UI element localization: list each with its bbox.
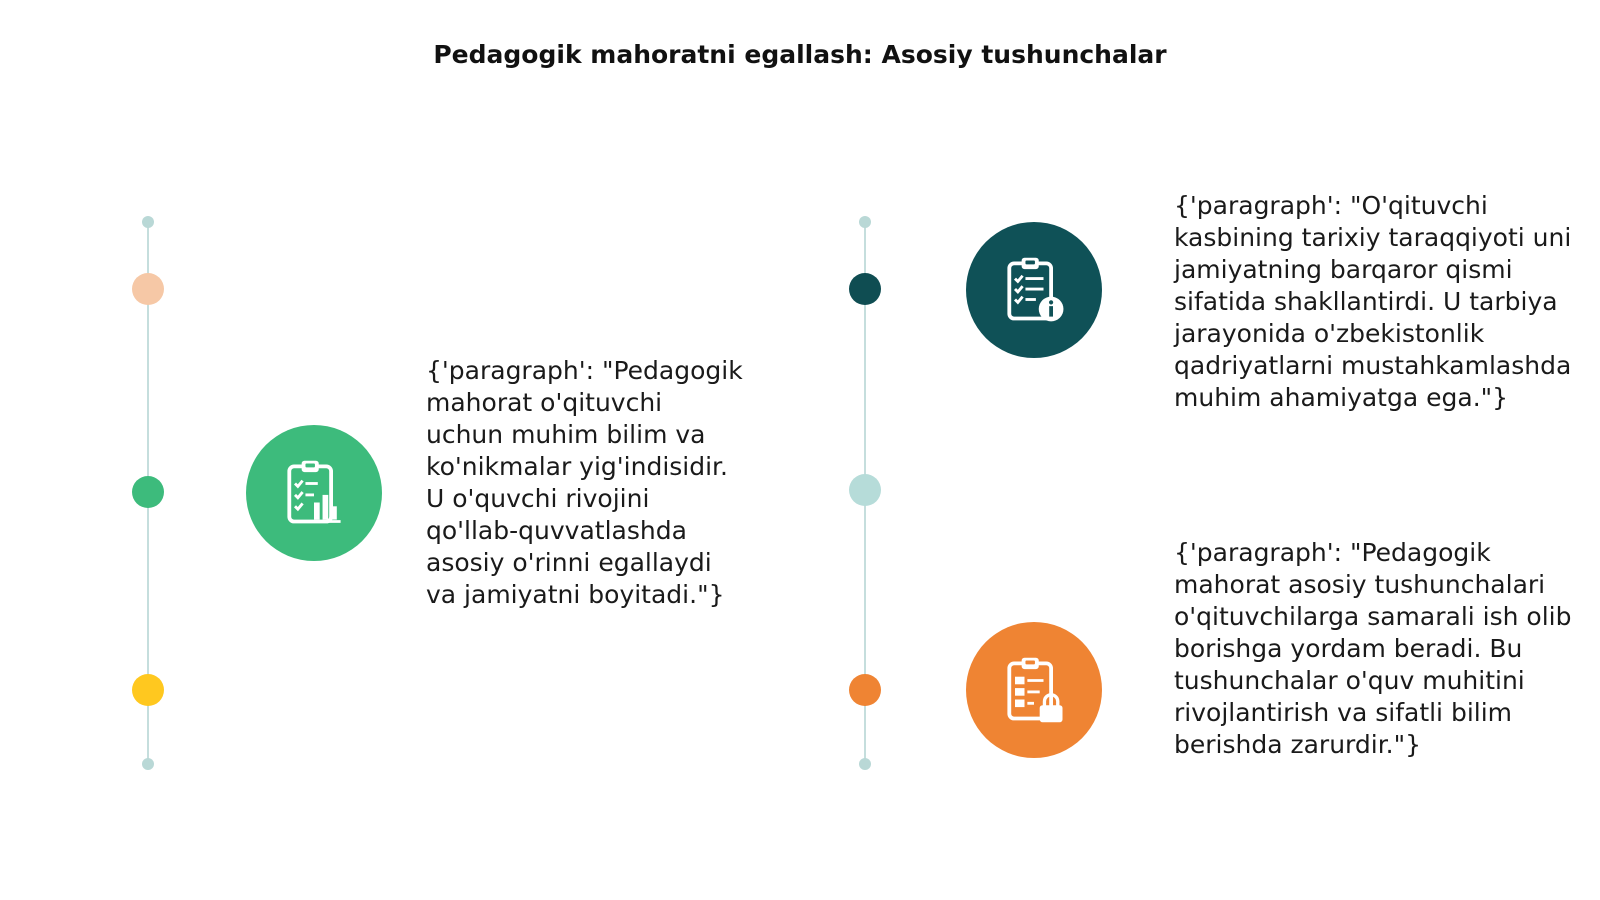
right-teal-dot bbox=[849, 273, 881, 305]
left-green-dot bbox=[132, 476, 164, 508]
item-1-text: {'paragraph': "Pedagogik mahorat o'qituvchi uchun muhim bilim va ko'nikmalar yig'indisidir. U o'quvchi rivojini qo'llab-quvvatlashda asosiy o'rinni egallaydi va jamiyatni boyitadi."} bbox=[426, 356, 743, 609]
clipboard-lock-icon bbox=[996, 652, 1072, 728]
clipboard-lock-icon-circle bbox=[966, 622, 1102, 758]
left-peach-dot bbox=[132, 273, 164, 305]
item-2-text: {'paragraph': "O'qituvchi kasbining tarixiy taraqqiyoti uni jamiyatning barqaror qismi sifatida shakllantirdi. U tarbiya jarayonida o'zbekistonlik qadriyatlarni mustahkamlashda muhim ahamiyatga ega."} bbox=[1174, 191, 1572, 412]
right-top-end-dot bbox=[859, 216, 871, 228]
right-light-teal-dot bbox=[849, 474, 881, 506]
right-bottom-end-dot bbox=[859, 758, 871, 770]
left-top-end-dot bbox=[142, 216, 154, 228]
clipboard-chart-icon-circle bbox=[246, 425, 382, 561]
left-yellow-dot bbox=[132, 674, 164, 706]
clipboard-chart-icon bbox=[276, 455, 352, 531]
item-3-text: {'paragraph': "Pedagogik mahorat asosiy tushunchalari o'qituvchilarga samarali ish olib borishga yordam beradi. Bu tushunchalar o'quv muhitini rivojlantirish va sifatli bilim berishda zarurdir."} bbox=[1174, 538, 1572, 759]
left-bottom-end-dot bbox=[142, 758, 154, 770]
clipboard-info-icon bbox=[996, 252, 1072, 328]
clipboard-info-icon-circle bbox=[966, 222, 1102, 358]
page-title: Pedagogik mahoratni egallash: Asosiy tushunchalar bbox=[433, 40, 1167, 69]
right-orange-dot bbox=[849, 674, 881, 706]
